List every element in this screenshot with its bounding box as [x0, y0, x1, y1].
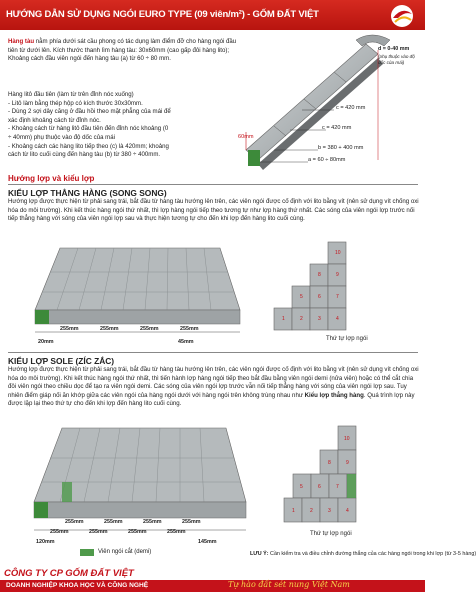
svg-text:1: 1: [292, 508, 295, 514]
intro-paragraph: Hàng tàu nằm phía dưới sát cầu phong có tác dụng làm điểm đỡ cho hàng ngói đầu tiên từ dưới lên. Kích thước thanh lìm hàng tàu: 30x60mm (cao gấp đôi hàng lito); Khoảng cách đầu viên ngói đến hàng tàu (a) từ 60 ÷ 80 mm.: [8, 38, 237, 63]
note: LƯU Ý: Cần kiểm tra và điều chỉnh đường thẳng của các hàng ngói trong khi lợp (từ 3-5 hàng): [250, 551, 476, 557]
straight-dim-left: 20mm: [38, 339, 54, 345]
zigzag-dim-top-4: 255mm: [182, 519, 201, 525]
svg-text:10: 10: [335, 250, 341, 256]
zigzag-dim-top-2: 255mm: [104, 519, 123, 525]
page-title: HƯỚNG DẪN SỬ DỤNG NGÓI EURO TYPE (09 viên/m²) - GỐM ĐẤT VIỆT: [6, 9, 319, 20]
company-logo: [385, 2, 419, 28]
zigzag-dim-bot-2: 255mm: [89, 529, 108, 535]
svg-text:2: 2: [310, 508, 313, 514]
svg-text:6: 6: [318, 484, 321, 490]
straight-dim-2: 255mm: [100, 326, 119, 332]
dimension-a: a = 60 ÷ 80mm: [308, 157, 346, 163]
zigzag-roof-diagram: [20, 420, 255, 540]
svg-text:4: 4: [336, 316, 339, 322]
svg-text:9: 9: [346, 460, 349, 466]
zigzag-dim-right: 145mm: [198, 539, 217, 545]
zigzag-dim-bot-3: 255mm: [128, 529, 147, 535]
divider-zigzag: [8, 352, 418, 353]
svg-text:5: 5: [300, 294, 303, 300]
straight-dim-1: 255mm: [60, 326, 79, 332]
section-heading: Hướng lợp và kiểu lợp: [8, 174, 95, 183]
straight-dim-3: 255mm: [140, 326, 159, 332]
svg-text:7: 7: [336, 484, 339, 490]
svg-text:7: 7: [336, 294, 339, 300]
svg-text:6: 6: [318, 294, 321, 300]
lito-instructions: Hàng litô đầu tiên (làm từ trên đỉnh nóc xuống) - Litô làm bằng thép hộp có kích thước 30x30mm. - Dùng 2 sợi dây căng ở đầu hồi theo mặt phẳng của mái để xác định khoảng cách từ đỉnh nóc. - Khoảng cách từ hàng litô đầu tiên đến đỉnh nóc khoảng (0 ÷ 40mm) phụ thuộc vào độ dốc của mái - Khoảng cách các hàng lito tiếp theo (c) là 420mm; khoảng cách từ lito cuối cùng đến hàng tàu (b) từ 380 ÷ 400mm.: [8, 91, 171, 159]
zigzag-dim-bot-4: 255mm: [167, 529, 186, 535]
svg-text:8: 8: [318, 272, 321, 278]
demi-legend-swatch: [80, 549, 94, 556]
svg-text:3: 3: [328, 508, 331, 514]
straight-dim-4: 255mm: [180, 326, 199, 332]
svg-text:4: 4: [346, 508, 349, 514]
zigzag-dim-bot-1: 255mm: [50, 529, 69, 535]
zigzag-title: KIỂU LỢP SOLE (ZÍC ZẮC): [8, 356, 115, 366]
section-divider: [8, 184, 418, 185]
straight-order-label: Thứ tự lợp ngói: [326, 336, 368, 342]
footer-company: CÔNG TY CP GỐM ĐẤT VIỆT: [4, 568, 134, 579]
zigzag-dim-top-1: 255mm: [65, 519, 84, 525]
svg-text:1: 1: [282, 316, 285, 322]
straight-order-staircase: [258, 238, 368, 332]
zigzag-dim-top-3: 255mm: [143, 519, 162, 525]
straight-paragraph: Hướng lợp được thực hiện từ phải sang trái, bắt đầu từ hàng tàu hướng lên trên, các viên ngói được cố định với lito bằng vít (nên sử dụng vít chống oxi hóa do môi trường). Khi kết thúc hàng ngói thứ nhất, thì lợp hàng ngói tiếp theo tương tự như lợp hàng thứ nhất. Các sóng của viên ngói lợp trước nối tiếp thẳng hàng với sóng của viên ngói lợp sau và thực hiện tương tự cho đến khi lợp đến hàng lito cuối cùng.: [8, 198, 419, 223]
footer-slogan: Tự hào đất sét nung Việt Nam: [228, 580, 350, 589]
svg-text:9: 9: [336, 272, 339, 278]
svg-text:10: 10: [344, 436, 350, 442]
dimension-d-note: (phụ thuộc vào độ dốc của mái): [378, 54, 415, 65]
svg-text:2: 2: [300, 316, 303, 322]
dimension-d: d = 0-40 mm: [378, 46, 410, 52]
dimension-b: b = 380 + 400 mm: [318, 145, 364, 151]
svg-text:5: 5: [300, 484, 303, 490]
dimension-c1: c = 420 mm: [336, 105, 366, 111]
zigzag-paragraph: Hướng lợp được thực hiện từ phải sang trái, bắt đầu từ hàng tàu hướng lên trên, các viên ngói được cố định với lito bằng vít (nên sử dụng vít chống oxi hóa do môi trường). Khi kết thúc hàng ngói thứ nhất, thì tiến hành lợp hàng ngói tiếp theo bắt đầu bằng viên ngói demi (nửa viên) hoặc có thể cắt chia đôi viên ngói theo chiều dọc để tạo ra viên ngói demi. Các sóng của viên ngói lợp trước vẫn nối tiếp thẳng hàng với sóng của viên ngói lợp sau. Tuy nhiên điểm giáp nối ăn khớp giữa các viên ngói của hàng ngói dưới với hàng ngói trên không trùng nhau như Kiểu lợp thẳng hàng. Quá trình lợp này được lặp lại theo thứ tự cho đến khi lợp đến hàng lito cuối cùng.: [8, 366, 419, 408]
demi-legend-label: Viên ngói cắt (demi): [98, 549, 152, 555]
zigzag-order-staircase: [262, 422, 374, 528]
svg-text:3: 3: [318, 316, 321, 322]
dimension-c2: c = 420 mm: [322, 125, 352, 131]
zigzag-order-label: Thứ tự lợp ngói: [310, 531, 352, 537]
straight-roof-diagram: [20, 240, 250, 340]
straight-title: KIỂU LỢP THẲNG HÀNG (SONG SONG): [8, 188, 167, 198]
svg-text:8: 8: [328, 460, 331, 466]
footer-subtitle: DOANH NGHIỆP KHOA HỌC VÀ CÔNG NGHỆ: [6, 582, 149, 589]
dimension-60mm: 60mm: [238, 134, 254, 140]
zigzag-dim-left: 120mm: [36, 539, 55, 545]
straight-dim-right: 45mm: [178, 339, 194, 345]
